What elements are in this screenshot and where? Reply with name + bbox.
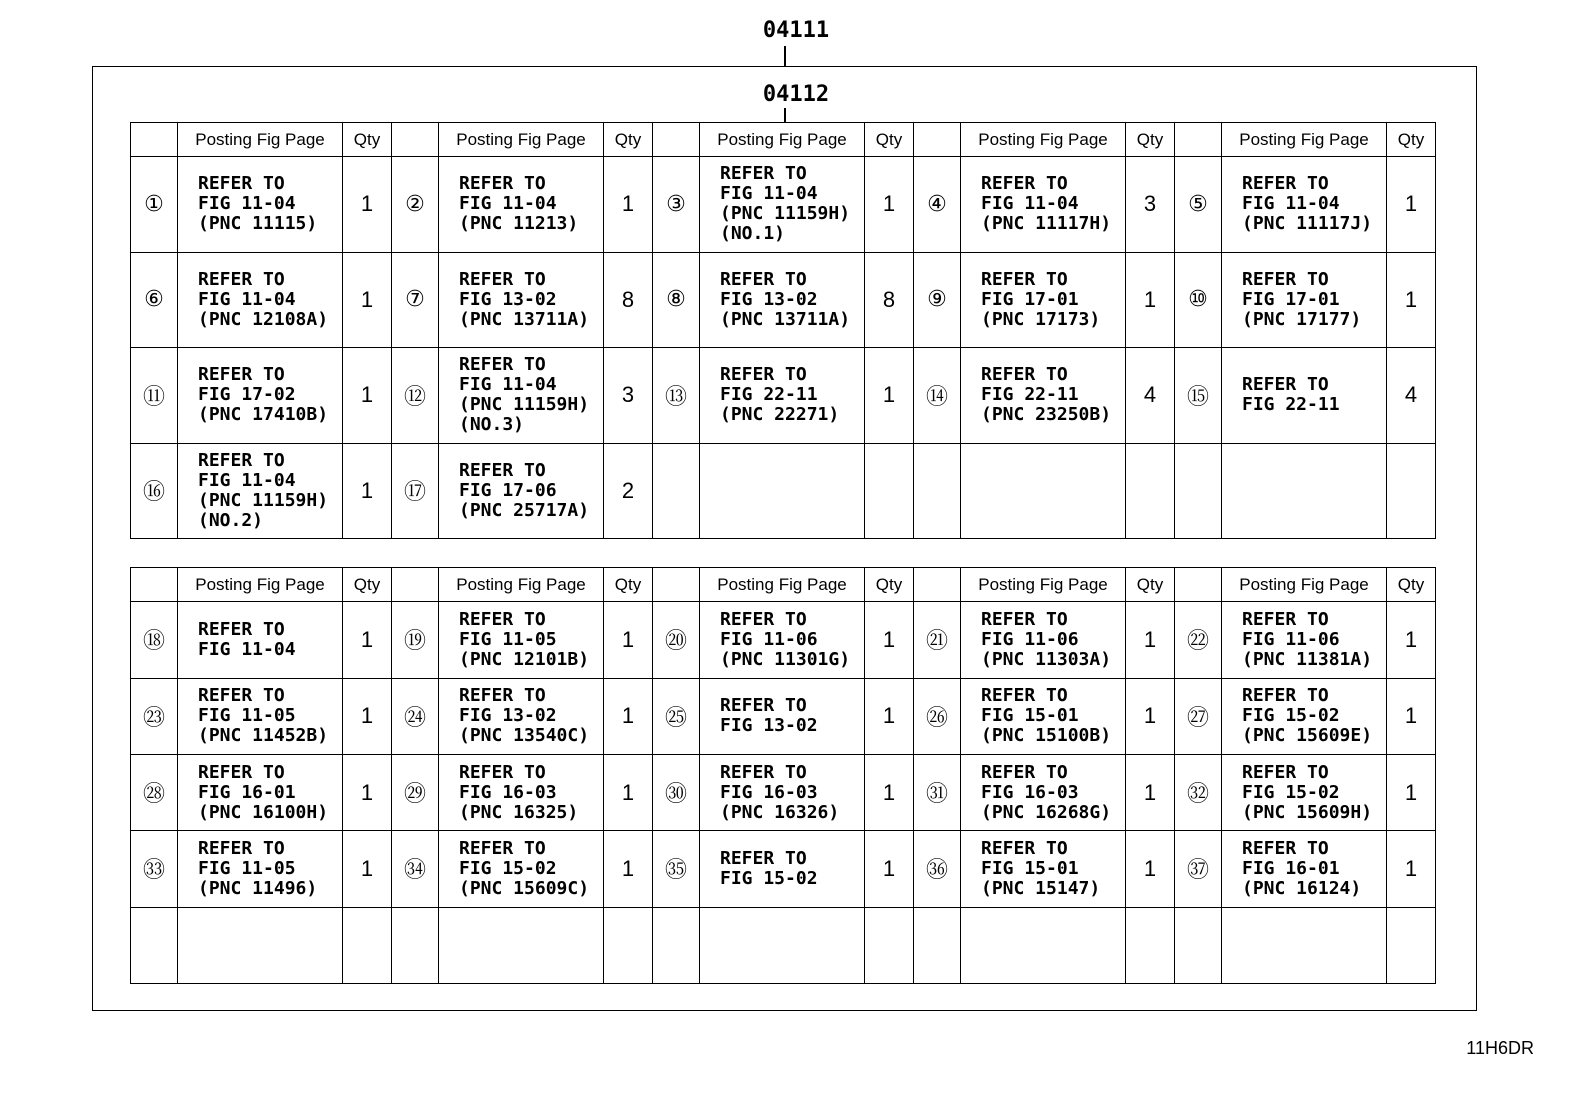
item-number: ㉕ xyxy=(653,678,700,754)
item-number: ⑭ xyxy=(914,348,961,443)
header-index-cell xyxy=(914,123,961,157)
reference-line: (PNC 22271) xyxy=(720,404,840,426)
quantity-cell: 1 xyxy=(343,602,392,678)
reference-cell xyxy=(439,602,604,678)
table-row xyxy=(131,252,1436,347)
reference-line: (PNC 15609C) xyxy=(459,877,590,899)
reference-cell xyxy=(700,157,865,252)
reference-cell xyxy=(439,157,604,252)
reference-line: (PNC 11496) xyxy=(198,877,318,899)
reference-cell xyxy=(439,252,604,347)
header-index-cell xyxy=(653,568,700,602)
item-number: ㉒ xyxy=(1175,602,1222,678)
reference-cell xyxy=(178,157,343,252)
reference-cell xyxy=(178,831,343,907)
reference-line: FIG 16-03 xyxy=(981,781,1079,803)
item-number xyxy=(1175,443,1222,538)
reference-line: (PNC 25717A) xyxy=(459,499,590,521)
reference-line: FIG 11-04 xyxy=(198,638,296,660)
quantity-cell: 1 xyxy=(1387,754,1436,830)
table-row xyxy=(131,678,1436,754)
reference-line: REFER TO xyxy=(720,268,807,290)
reference-cell xyxy=(700,252,865,347)
reference-cell xyxy=(439,754,604,830)
reference-cell xyxy=(961,602,1126,678)
item-number: ③ xyxy=(653,157,700,252)
quantity-cell: 1 xyxy=(604,678,653,754)
quantity-cell: 1 xyxy=(343,754,392,830)
item-number: ㉔ xyxy=(392,678,439,754)
table-row xyxy=(131,907,1436,983)
reference-line: (PNC 23250B) xyxy=(981,404,1112,426)
reference-line: (PNC 13711A) xyxy=(720,308,851,330)
reference-line: (PNC 11159H) xyxy=(720,203,851,225)
item-number: ② xyxy=(392,157,439,252)
reference-line: REFER TO xyxy=(198,173,285,195)
reference-line: FIG 13-02 xyxy=(720,288,818,310)
quantity-cell: 1 xyxy=(1387,157,1436,252)
reference-line: REFER TO xyxy=(459,837,546,859)
item-number xyxy=(131,907,178,983)
table-row xyxy=(131,602,1436,678)
item-number: ㉟ xyxy=(653,831,700,907)
reference-line: (PNC 11117J) xyxy=(1242,213,1373,235)
header-posting-fig-page: Posting Fig Page xyxy=(439,123,604,157)
reference-cell xyxy=(1222,831,1387,907)
reference-line: REFER TO xyxy=(459,459,546,481)
quantity-cell: 1 xyxy=(1126,602,1175,678)
quantity-cell: 1 xyxy=(1126,678,1175,754)
reference-line: FIG 11-05 xyxy=(459,628,557,650)
reference-cell xyxy=(1222,157,1387,252)
reference-line: FIG 11-05 xyxy=(198,705,296,727)
table-row xyxy=(131,831,1436,907)
reference-line: (PNC 11452B) xyxy=(198,725,329,747)
quantity-cell: 1 xyxy=(1126,754,1175,830)
reference-line: REFER TO xyxy=(198,618,285,640)
reference-cell xyxy=(1222,443,1387,538)
reference-cell xyxy=(961,443,1126,538)
header-qty: Qty xyxy=(865,123,914,157)
reference-line: REFER TO xyxy=(198,364,285,386)
reference-line: FIG 16-01 xyxy=(1242,857,1340,879)
quantity-cell: 1 xyxy=(1387,678,1436,754)
reference-line: REFER TO xyxy=(459,268,546,290)
reference-cell xyxy=(178,602,343,678)
reference-cell xyxy=(961,907,1126,983)
reference-line: REFER TO xyxy=(981,837,1068,859)
reference-line: (NO.3) xyxy=(459,414,525,436)
item-number: ㉓ xyxy=(131,678,178,754)
reference-line: FIG 22-11 xyxy=(981,384,1079,406)
reference-cell xyxy=(178,907,343,983)
reference-line: REFER TO xyxy=(981,173,1068,195)
item-number: ㉑ xyxy=(914,602,961,678)
reference-line: (PNC 16124) xyxy=(1242,877,1362,899)
reference-line: REFER TO xyxy=(981,761,1068,783)
reference-cell xyxy=(700,907,865,983)
header-posting-fig-page: Posting Fig Page xyxy=(178,123,343,157)
header-qty: Qty xyxy=(1387,123,1436,157)
item-number: ⑩ xyxy=(1175,252,1222,347)
reference-line: FIG 11-04 xyxy=(1242,193,1340,215)
reference-line: (PNC 15609E) xyxy=(1242,725,1373,747)
subassembly-label: 04112 xyxy=(762,82,830,107)
reference-cell xyxy=(439,831,604,907)
item-number: ⑱ xyxy=(131,602,178,678)
item-number: ㉙ xyxy=(392,754,439,830)
reference-line: (PNC 17410B) xyxy=(198,404,329,426)
reference-line: FIG 11-04 xyxy=(459,193,557,215)
reference-line: FIG 17-06 xyxy=(459,479,557,501)
table-row xyxy=(131,754,1436,830)
reference-cell xyxy=(1222,252,1387,347)
quantity-cell xyxy=(1126,907,1175,983)
header-index-cell xyxy=(131,568,178,602)
header-index-cell xyxy=(392,568,439,602)
reference-line: (PNC 16325) xyxy=(459,801,579,823)
quantity-cell: 1 xyxy=(343,348,392,443)
reference-line: FIG 11-04 xyxy=(198,469,296,491)
item-number: ⑫ xyxy=(392,348,439,443)
quantity-cell: 1 xyxy=(343,678,392,754)
table-row xyxy=(131,348,1436,443)
quantity-cell: 1 xyxy=(604,157,653,252)
quantity-cell: 8 xyxy=(865,252,914,347)
reference-line: (PNC 17177) xyxy=(1242,308,1362,330)
reference-line: REFER TO xyxy=(720,761,807,783)
item-number xyxy=(914,443,961,538)
quantity-cell: 1 xyxy=(865,678,914,754)
header-posting-fig-page: Posting Fig Page xyxy=(700,123,865,157)
reference-cell xyxy=(961,754,1126,830)
quantity-cell: 3 xyxy=(1126,157,1175,252)
item-number: ④ xyxy=(914,157,961,252)
reference-line: FIG 15-02 xyxy=(1242,781,1340,803)
reference-line: FIG 17-01 xyxy=(981,288,1079,310)
reference-line: FIG 11-06 xyxy=(720,628,818,650)
header-qty: Qty xyxy=(604,568,653,602)
quantity-cell: 1 xyxy=(343,252,392,347)
quantity-cell: 4 xyxy=(1126,348,1175,443)
item-number: ⑦ xyxy=(392,252,439,347)
reference-line: REFER TO xyxy=(1242,173,1329,195)
item-number: ㉛ xyxy=(914,754,961,830)
header-index-cell xyxy=(392,123,439,157)
item-number: ㉜ xyxy=(1175,754,1222,830)
reference-cell xyxy=(178,443,343,538)
reference-cell xyxy=(961,348,1126,443)
item-number: ⑤ xyxy=(1175,157,1222,252)
quantity-cell: 1 xyxy=(604,831,653,907)
item-number: ㊲ xyxy=(1175,831,1222,907)
reference-cell xyxy=(700,831,865,907)
reference-cell xyxy=(961,831,1126,907)
table-header-row xyxy=(131,568,1436,602)
item-number: ⑰ xyxy=(392,443,439,538)
reference-line: REFER TO xyxy=(198,837,285,859)
reference-line: REFER TO xyxy=(981,685,1068,707)
item-number: ⑥ xyxy=(131,252,178,347)
item-number: ㉗ xyxy=(1175,678,1222,754)
header-qty: Qty xyxy=(1387,568,1436,602)
header-index-cell xyxy=(914,568,961,602)
reference-line: FIG 11-04 xyxy=(198,288,296,310)
assembly-leader-line xyxy=(784,46,786,66)
header-qty: Qty xyxy=(343,568,392,602)
reference-line: REFER TO xyxy=(198,685,285,707)
reference-line: REFER TO xyxy=(1242,374,1329,396)
quantity-cell: 4 xyxy=(1387,348,1436,443)
item-number: ㉚ xyxy=(653,754,700,830)
reference-line: FIG 15-02 xyxy=(720,867,818,889)
reference-line: FIG 15-01 xyxy=(981,857,1079,879)
reference-line: (NO.1) xyxy=(720,223,786,245)
quantity-cell: 1 xyxy=(865,157,914,252)
quantity-cell: 1 xyxy=(865,348,914,443)
reference-line: FIG 16-03 xyxy=(459,781,557,803)
reference-line: FIG 11-04 xyxy=(198,193,296,215)
item-number: ① xyxy=(131,157,178,252)
reference-cell xyxy=(700,678,865,754)
quantity-cell: 1 xyxy=(865,831,914,907)
reference-line: REFER TO xyxy=(198,761,285,783)
reference-cell xyxy=(439,348,604,443)
quantity-cell xyxy=(1387,443,1436,538)
header-posting-fig-page: Posting Fig Page xyxy=(1222,568,1387,602)
item-number xyxy=(653,907,700,983)
quantity-cell: 8 xyxy=(604,252,653,347)
header-qty: Qty xyxy=(1126,123,1175,157)
reference-line: (PNC 12108A) xyxy=(198,308,329,330)
item-number: ⑧ xyxy=(653,252,700,347)
header-posting-fig-page: Posting Fig Page xyxy=(961,123,1126,157)
reference-line: FIG 16-01 xyxy=(198,781,296,803)
reference-line: FIG 17-01 xyxy=(1242,288,1340,310)
reference-line: (PNC 15147) xyxy=(981,877,1101,899)
quantity-cell: 2 xyxy=(604,443,653,538)
quantity-cell: 1 xyxy=(343,831,392,907)
item-number xyxy=(653,443,700,538)
item-number: ⑳ xyxy=(653,602,700,678)
reference-cell xyxy=(961,678,1126,754)
item-number: ⑨ xyxy=(914,252,961,347)
reference-cell xyxy=(178,754,343,830)
reference-line: (PNC 13540C) xyxy=(459,725,590,747)
reference-line: REFER TO xyxy=(459,608,546,630)
reference-line: REFER TO xyxy=(1242,608,1329,630)
reference-cell xyxy=(178,252,343,347)
quantity-cell: 1 xyxy=(865,602,914,678)
reference-line: FIG 11-04 xyxy=(459,374,557,396)
item-number: ㉖ xyxy=(914,678,961,754)
reference-line: REFER TO xyxy=(1242,268,1329,290)
item-number: ⑬ xyxy=(653,348,700,443)
reference-line: FIG 13-02 xyxy=(459,705,557,727)
reference-cell xyxy=(439,907,604,983)
subassembly-leader-line xyxy=(784,108,786,122)
item-number: ⑮ xyxy=(1175,348,1222,443)
reference-cell xyxy=(178,678,343,754)
table-row xyxy=(131,443,1436,538)
item-number xyxy=(914,907,961,983)
item-number: ㉘ xyxy=(131,754,178,830)
reference-cell xyxy=(178,348,343,443)
reference-line: FIG 16-03 xyxy=(720,781,818,803)
reference-line: (PNC 12101B) xyxy=(459,648,590,670)
item-number: ⑲ xyxy=(392,602,439,678)
reference-cell xyxy=(700,443,865,538)
table-row xyxy=(131,157,1436,252)
reference-line: REFER TO xyxy=(720,608,807,630)
quantity-cell: 1 xyxy=(1387,831,1436,907)
item-number: ㊱ xyxy=(914,831,961,907)
reference-line: FIG 15-02 xyxy=(1242,705,1340,727)
reference-line: REFER TO xyxy=(459,354,546,376)
quantity-cell xyxy=(865,443,914,538)
reference-cell xyxy=(700,602,865,678)
reference-cell xyxy=(961,252,1126,347)
reference-line: FIG 13-02 xyxy=(459,288,557,310)
reference-cell xyxy=(1222,907,1387,983)
reference-cell xyxy=(700,754,865,830)
reference-line: REFER TO xyxy=(459,685,546,707)
header-index-cell xyxy=(653,123,700,157)
reference-line: REFER TO xyxy=(198,268,285,290)
reference-line: FIG 22-11 xyxy=(720,384,818,406)
reference-line: FIG 15-02 xyxy=(459,857,557,879)
item-number: ⑪ xyxy=(131,348,178,443)
header-posting-fig-page: Posting Fig Page xyxy=(178,568,343,602)
quantity-cell xyxy=(604,907,653,983)
reference-line: REFER TO xyxy=(981,608,1068,630)
parts-table-1 xyxy=(130,122,1436,539)
reference-line: REFER TO xyxy=(198,449,285,471)
quantity-cell: 1 xyxy=(343,157,392,252)
quantity-cell: 1 xyxy=(343,443,392,538)
reference-line: (PNC 11115) xyxy=(198,213,318,235)
reference-line: (PNC 15100B) xyxy=(981,725,1112,747)
reference-line: FIG 15-01 xyxy=(981,705,1079,727)
quantity-cell: 3 xyxy=(604,348,653,443)
reference-line: FIG 11-04 xyxy=(720,183,818,205)
reference-line: (PNC 11303A) xyxy=(981,648,1112,670)
assembly-label: 04111 xyxy=(762,18,830,43)
reference-line: REFER TO xyxy=(1242,837,1329,859)
quantity-cell xyxy=(1387,907,1436,983)
header-index-cell xyxy=(1175,568,1222,602)
item-number: ㉞ xyxy=(392,831,439,907)
reference-line: REFER TO xyxy=(981,364,1068,386)
reference-line: (PNC 16100H) xyxy=(198,801,329,823)
reference-line: FIG 11-06 xyxy=(981,628,1079,650)
reference-line: FIG 22-11 xyxy=(1242,394,1340,416)
header-qty: Qty xyxy=(604,123,653,157)
reference-line: (PNC 11159H) xyxy=(198,489,329,511)
reference-cell xyxy=(1222,678,1387,754)
parts-table-2 xyxy=(130,567,1436,984)
quantity-cell xyxy=(343,907,392,983)
reference-line: (PNC 11159H) xyxy=(459,394,590,416)
reference-line: REFER TO xyxy=(720,695,807,717)
header-posting-fig-page: Posting Fig Page xyxy=(961,568,1126,602)
quantity-cell: 1 xyxy=(1126,252,1175,347)
reference-line: REFER TO xyxy=(720,364,807,386)
reference-cell xyxy=(1222,602,1387,678)
header-index-cell xyxy=(1175,123,1222,157)
reference-line: FIG 11-06 xyxy=(1242,628,1340,650)
reference-line: (PNC 15609H) xyxy=(1242,801,1373,823)
item-number xyxy=(392,907,439,983)
quantity-cell xyxy=(1126,443,1175,538)
reference-line: REFER TO xyxy=(720,163,807,185)
header-qty: Qty xyxy=(343,123,392,157)
item-number: ㉝ xyxy=(131,831,178,907)
reference-line: FIG 17-02 xyxy=(198,384,296,406)
quantity-cell xyxy=(865,907,914,983)
quantity-cell: 1 xyxy=(604,754,653,830)
reference-cell xyxy=(439,678,604,754)
reference-cell xyxy=(961,157,1126,252)
reference-line: (PNC 17173) xyxy=(981,308,1101,330)
table-header-row xyxy=(131,123,1436,157)
header-qty: Qty xyxy=(865,568,914,602)
reference-line: (PNC 11301G) xyxy=(720,648,851,670)
reference-line: FIG 13-02 xyxy=(720,715,818,737)
reference-line: FIG 11-05 xyxy=(198,857,296,879)
reference-line: (PNC 11381A) xyxy=(1242,648,1373,670)
reference-line: REFER TO xyxy=(720,847,807,869)
header-posting-fig-page: Posting Fig Page xyxy=(700,568,865,602)
quantity-cell: 1 xyxy=(604,602,653,678)
reference-line: REFER TO xyxy=(459,173,546,195)
header-posting-fig-page: Posting Fig Page xyxy=(439,568,604,602)
item-number xyxy=(1175,907,1222,983)
quantity-cell: 1 xyxy=(1126,831,1175,907)
header-qty: Qty xyxy=(1126,568,1175,602)
reference-cell xyxy=(439,443,604,538)
reference-line: FIG 11-04 xyxy=(981,193,1079,215)
header-posting-fig-page: Posting Fig Page xyxy=(1222,123,1387,157)
header-index-cell xyxy=(131,123,178,157)
document-code: 11H6DR xyxy=(1466,1038,1534,1058)
quantity-cell: 1 xyxy=(1387,602,1436,678)
reference-line: (PNC 16268G) xyxy=(981,801,1112,823)
reference-cell xyxy=(700,348,865,443)
reference-line: REFER TO xyxy=(1242,685,1329,707)
reference-line: (PNC 16326) xyxy=(720,801,840,823)
reference-line: REFER TO xyxy=(981,268,1068,290)
reference-cell xyxy=(1222,754,1387,830)
reference-line: (PNC 11117H) xyxy=(981,213,1112,235)
reference-line: REFER TO xyxy=(1242,761,1329,783)
reference-line: (NO.2) xyxy=(198,509,264,531)
item-number: ⑯ xyxy=(131,443,178,538)
reference-line: (PNC 13711A) xyxy=(459,308,590,330)
reference-line: (PNC 11213) xyxy=(459,213,579,235)
quantity-cell: 1 xyxy=(1387,252,1436,347)
reference-cell xyxy=(1222,348,1387,443)
quantity-cell: 1 xyxy=(865,754,914,830)
reference-line: REFER TO xyxy=(459,761,546,783)
